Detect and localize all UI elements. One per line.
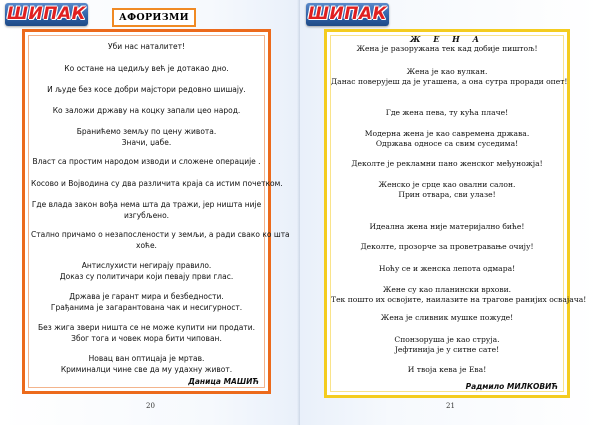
section-header-label: АФОРИЗМИ [119,12,189,23]
poem-line-5: Деколте је рекламни пано женског међуножја! [351,159,543,168]
aphorism-3: И људе без косе добри мајстори редовно шишају. [47,85,246,94]
aphorism-1: Уби нас наталитет! [108,42,185,51]
sipak-logo [306,3,389,26]
author-signature: Даница МАШИЋ [188,377,259,386]
aphorism-12: Без жига звери ништа се не може купити ни продати. Због тога и човек мора бити чипован. [38,323,255,343]
aphorism-5: Бранићемо земљу по цену живота. Значи, џабе. [76,127,217,147]
poem-frame [324,29,587,398]
poem-line-11: Жена је сливник мушке пожуде! [380,313,514,322]
aphorism-8: Где влада закон вођа нема шта да тражи, јер ништа није изгубљено. [31,200,262,220]
poem-line-6: Женско је срце као овални салон. Прин отвара, сви улазе! [378,180,516,199]
aphorism-4: Ко заложи државу на коцку запали цео народ. [52,106,241,115]
sipak-logo [5,3,88,26]
poem-line-3: Где жена пева, ту кућа плаче! [385,108,509,117]
aphorism-11: Држава је гарант мира и безбедности. Грађанима је загарантована чак и несигурност. [50,292,243,312]
poem-line-9: Ноћу се и женска лепота одмара! [378,264,516,273]
poem-line-4: Модерна жена је као савремена држава. Одржава односе са свим суседима! [364,129,530,148]
aphorisms-frame [22,29,290,394]
poem-line-12: Спонзоруша је као струја. Јефтинија је у ситне сате! [394,335,500,354]
poem-line-10: Жене су као планински врхови. Тек пошто их освојите, наилазите на трагове ранијих освајача! [331,285,587,304]
poem-line-2: Жена је као вулкан. Данас поверујеш да је угашена, а она сутра проради опет! [331,67,568,86]
aphorism-10: Антислухисти негирају правило. Доказ су политичари који певају први глас. [59,261,234,281]
author-signature: Радмило МИЛКОВИЋ [465,382,558,391]
poem-line-8: Деколте, прозорче за проветравање очију! [360,242,534,251]
poem-line-7: Идеална жена није материјално биће! [369,222,525,231]
right-page [300,0,600,425]
aphorism-2: Ко остане на цедиљу већ је дотакао дно. [64,64,229,73]
aphorism-6: Власт са простим народом изводи и сложене операције . [32,157,261,166]
aphorism-9: Стално причамо о незапослености у земљи, а ради свако ко шта хоће. [31,230,290,250]
logo-text: ШИПАК [307,4,387,24]
logo-text: ШИПАК [6,4,86,24]
page-number: 21 [446,402,455,410]
poem-title: Ж Е Н А [409,34,485,44]
aphorism-7: Косово и Војводина су два различита краја са истим почетком. [31,179,283,188]
poem-line-13: И твоја кева је Ева! [407,365,487,374]
poem-line-1: Жена је разоружана тек кад добије пиштољ! [356,44,538,53]
section-header [112,8,196,27]
page-number: 20 [146,402,155,410]
aphorism-13: Новац ван оптицаја је мртав. Криминалци чине све да му удахну живот. [60,354,233,374]
